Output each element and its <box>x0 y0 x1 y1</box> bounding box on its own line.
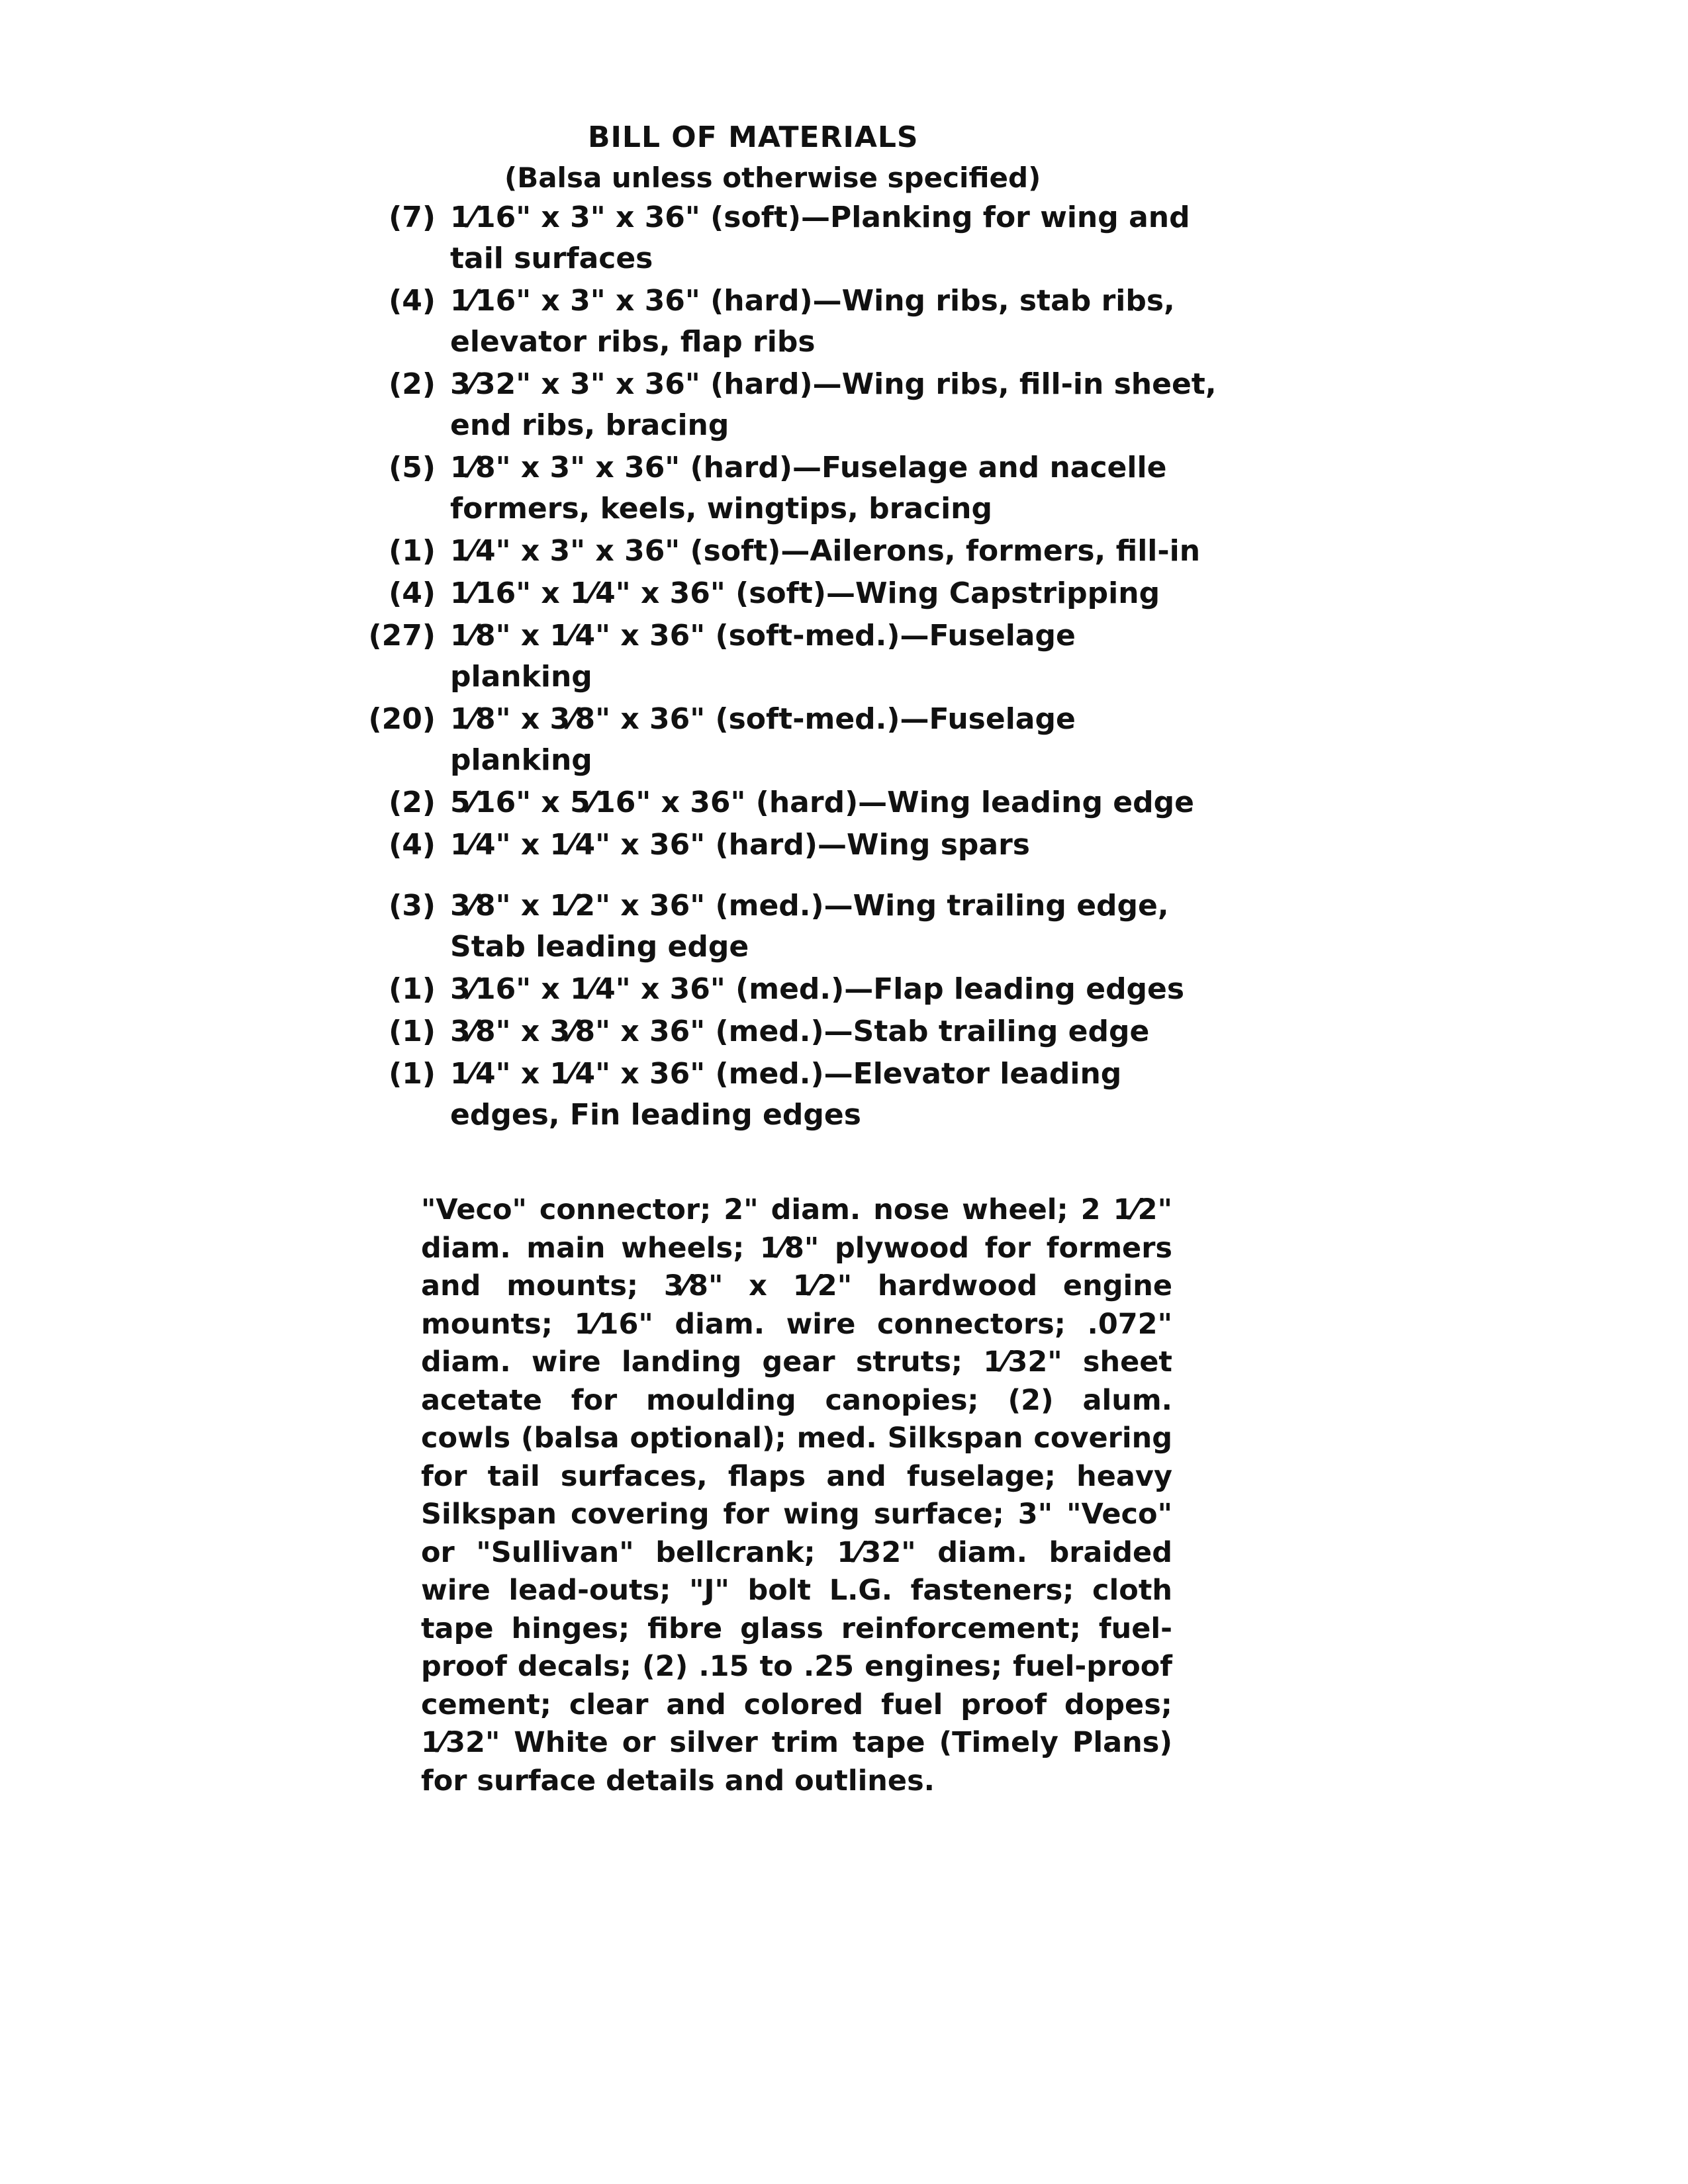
item-quantity: (4) <box>389 576 436 610</box>
item-description: 1⁄8" x 3" x 36" (hard)—Fuselage and nacelle formers, keels, wingtips, bracing <box>450 451 1167 525</box>
item-quantity: (1) <box>389 1015 436 1048</box>
list-item <box>357 969 1218 1010</box>
item-quantity: (1) <box>389 972 436 1006</box>
item-description: 3⁄16" x 1⁄4" x 36" (med.)—Flap leading edges <box>450 972 1185 1006</box>
list-item <box>357 447 1218 529</box>
additional-materials-paragraph: "Veco" connector; 2" diam. nose wheel; 2 1⁄2" diam. main wheels; 1⁄8" plywood for formers and mounts; 3⁄8" x 1⁄2" hardwood engine mounts; 1⁄16" diam. wire connectors; .072" diam. wire landing gear struts; 1⁄32" sheet acetate for moulding canopies; (2) alum. cowls (balsa optional); med. Silkspan covering for tail surfaces, flaps and fuselage; heavy Silkspan covering for wing surface; 3" "Veco" or "Sullivan" bellcrank; 1⁄32" diam. braided wire lead-outs; "J" bolt L.G. fasteners; cloth tape hinges; fibre glass reinforcement; fuel-proof decals; (2) .15 to .25 engines; fuel-proof cement; clear and colored fuel proof dopes; 1⁄32" White or silver trim tape (Timely Plans) for surface details and outlines. <box>421 1193 1172 1797</box>
item-description: 1⁄4" x 1⁄4" x 36" (hard)—Wing spars <box>450 828 1030 862</box>
item-quantity: (1) <box>389 1057 436 1091</box>
list-item <box>357 886 1218 968</box>
list-item <box>357 364 1218 446</box>
list-item <box>357 573 1218 614</box>
item-quantity: (3) <box>389 889 436 923</box>
materials-list <box>357 197 1218 1137</box>
page-title: BILL OF MATERIALS <box>588 120 919 154</box>
item-quantity: (5) <box>389 451 436 484</box>
item-description: 1⁄4" x 3" x 36" (soft)—Ailerons, formers, fill-in <box>450 534 1201 568</box>
list-item <box>357 1054 1218 1136</box>
item-quantity: (1) <box>389 534 436 568</box>
item-quantity: (27) <box>368 619 436 653</box>
list-item <box>357 281 1218 363</box>
list-item <box>357 531 1218 572</box>
item-quantity: (4) <box>389 284 436 318</box>
list-item <box>357 825 1218 866</box>
item-description: 5⁄16" x 5⁄16" x 36" (hard)—Wing leading edge <box>450 786 1194 819</box>
item-quantity: (7) <box>389 201 436 234</box>
item-description: 1⁄16" x 3" x 36" (soft)—Planking for wing and tail surfaces <box>450 201 1190 275</box>
list-item <box>357 782 1218 823</box>
item-description: 1⁄16" x 1⁄4" x 36" (soft)—Wing Capstripping <box>450 576 1160 610</box>
item-quantity: (20) <box>368 702 436 736</box>
list-item <box>357 615 1218 698</box>
item-quantity: (2) <box>389 367 436 401</box>
item-description: 1⁄8" x 3⁄8" x 36" (soft-med.)—Fuselage planking <box>450 702 1076 777</box>
item-description: 3⁄32" x 3" x 36" (hard)—Wing ribs, fill-in sheet, end ribs, bracing <box>450 367 1217 442</box>
list-item <box>357 1011 1218 1052</box>
list-item <box>357 197 1218 279</box>
item-description: 1⁄4" x 1⁄4" x 36" (med.)—Elevator leading edges, Fin leading edges <box>450 1057 1122 1132</box>
list-item <box>357 699 1218 781</box>
item-description: 1⁄16" x 3" x 36" (hard)—Wing ribs, stab ribs, elevator ribs, flap ribs <box>450 284 1175 359</box>
item-quantity: (4) <box>389 828 436 862</box>
page-subtitle: (Balsa unless otherwise specified) <box>504 161 1041 194</box>
item-description: 3⁄8" x 3⁄8" x 36" (med.)—Stab trailing edge <box>450 1015 1150 1048</box>
item-quantity: (2) <box>389 786 436 819</box>
item-description: 3⁄8" x 1⁄2" x 36" (med.)—Wing trailing edge, Stab leading edge <box>450 889 1169 964</box>
item-description: 1⁄8" x 1⁄4" x 36" (soft-med.)—Fuselage planking <box>450 619 1076 694</box>
